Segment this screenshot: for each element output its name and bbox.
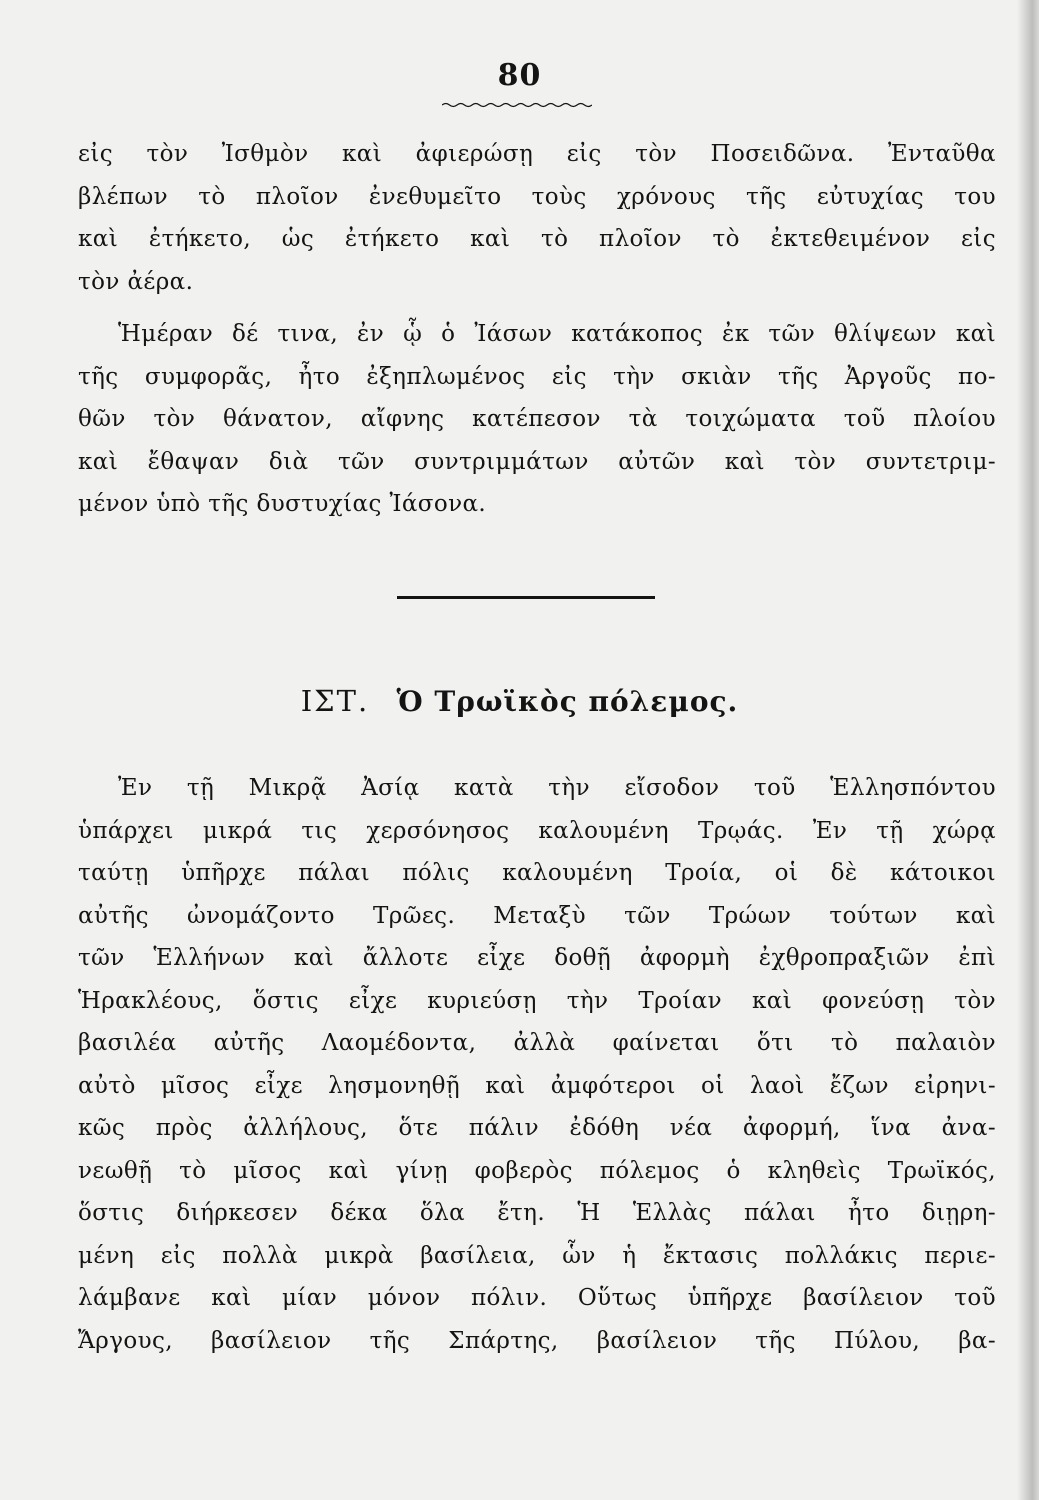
text-line: ὑπάρχει μικρά τις χερσόνησος καλουμένη Τρῳάς. Ἐν τῇ χώρᾳ — [78, 817, 996, 844]
text-line: Ἡρακλέους, ὅστις εἶχε κυριεύσῃ τὴν Τροίαν καὶ φονεύσῃ τὸν — [78, 987, 996, 1014]
text-line: Ἡμέραν δέ τινα, ἐν ᾧ ὁ Ἰάσων κατάκοπος ἐκ τῶν θλίψεων καὶ — [118, 321, 996, 347]
text-line: βλέπων τὸ πλοῖον ἐνεθυμεῖτο τοὺς χρόνους τῆς εὐτυχίας του — [78, 183, 996, 210]
chapter-heading — [0, 676, 1039, 727]
page-edge-shadow — [1017, 0, 1039, 1500]
paragraph-1 — [78, 133, 996, 303]
chapter-number: ΙΣΤ. — [300, 684, 370, 718]
text-line: αὐτῆς ὠνομάζοντο Τρῶες. Μεταξὺ τῶν Τρώων τούτων καὶ — [78, 902, 996, 929]
text-line: Ἄργους, βασίλειον τῆς Σπάρτης, βασίλειον τῆς Πύλου, βα- — [78, 1327, 996, 1354]
page-number: 80 — [497, 58, 542, 93]
paragraph-3 — [78, 767, 996, 1362]
text-line: βασιλέα αὐτῆς Λαομέδοντα, ἀλλὰ φαίνεται ὅτι τὸ παλαιὸν — [78, 1030, 996, 1056]
text-line: καὶ ἔθαψαν διὰ τῶν συντριμμάτων αὐτῶν καὶ τὸν συντετριμ- — [78, 448, 996, 475]
text-line: τὸν ἀέρα. — [78, 268, 194, 295]
text-line: καὶ ἐτήκετο, ὡς ἐτήκετο καὶ τὸ πλοῖον τὸ ἐκτεθειμένον εἰς — [78, 226, 996, 252]
paragraph-2 — [78, 313, 996, 526]
text-line: τῶν Ἑλλήνων καὶ ἄλλοτε εἶχε δοθῇ ἀφορμὴ ἐχθροπραξιῶν ἐπὶ — [78, 945, 996, 971]
text-line: ταύτῃ ὑπῆρχε πάλαι πόλις καλουμένη Τροία, οἱ δὲ κάτοικοι — [78, 860, 996, 886]
section-divider — [397, 596, 655, 599]
text-line: εἰς τὸν Ἰσθμὸν καὶ ἀφιερώσῃ εἰς τὸν Ποσειδῶνα. Ἐνταῦθα — [78, 141, 996, 167]
text-line: κῶς πρὸς ἀλλήλους, ὅτε πάλιν ἐδόθη νέα ἀφορμή, ἵνα ἀνα- — [78, 1115, 996, 1141]
text-line: τῆς συμφορᾶς, ἦτο ἐξηπλωμένος εἰς τὴν σκιὰν τῆς Ἀργοῦς πο- — [78, 363, 996, 390]
page-number-ornament — [442, 102, 592, 108]
text-line: μένον ὑπὸ τῆς δυστυχίας Ἰάσονα. — [78, 491, 487, 517]
chapter-title: Ὁ Τρωϊκὸς πόλεμος. — [396, 685, 739, 718]
text-line: Ἐν τῇ Μικρᾷ Ἀσίᾳ κατὰ τὴν εἴσοδον τοῦ Ἑλλησπόντου — [118, 775, 996, 801]
text-line: μένη εἰς πολλὰ μικρὰ βασίλεια, ὧν ἡ ἔκτασις πολλάκις περιε- — [78, 1242, 996, 1269]
text-line: λάμβανε καὶ μίαν μόνον πόλιν. Οὕτως ὑπῆρχε βασίλειον τοῦ — [78, 1285, 996, 1311]
text-line: θῶν τὸν θάνατον, αἴφνης κατέπεσον τὰ τοιχώματα τοῦ πλοίου — [78, 406, 996, 432]
text-line: νεωθῇ τὸ μῖσος καὶ γίνῃ φοβερὸς πόλεμος ὁ κληθεὶς Τρωϊκός, — [78, 1157, 996, 1184]
text-line: αὐτὸ μῖσος εἶχε λησμονηθῇ καὶ ἀμφότεροι οἱ λαοὶ ἔζων εἰρηνι- — [78, 1072, 996, 1099]
text-line: ὅστις διήρκεσεν δέκα ὅλα ἔτη. Ἡ Ἑλλὰς πάλαι ἦτο διῃρη- — [78, 1200, 996, 1226]
